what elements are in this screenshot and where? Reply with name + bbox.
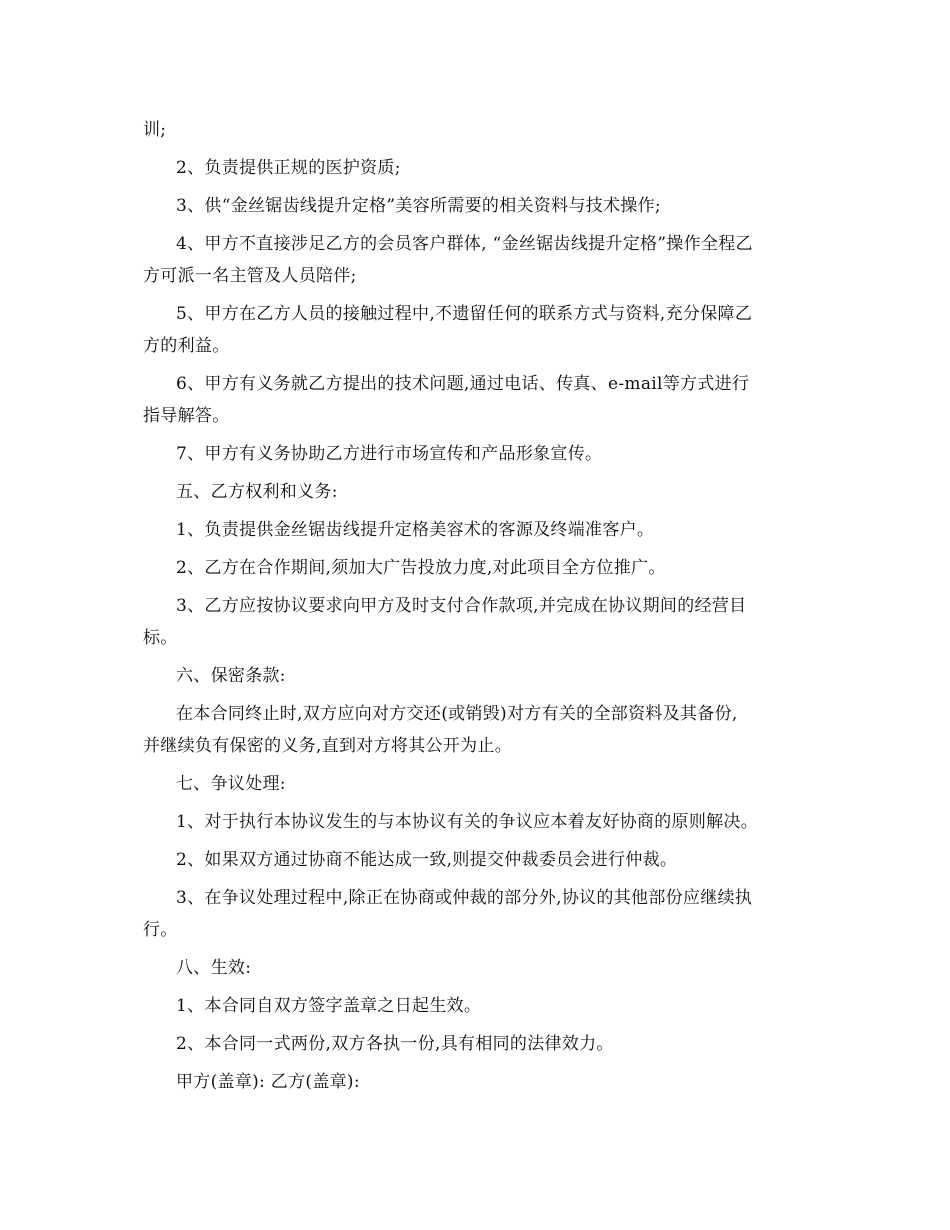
text-line: 4、甲方不直接涉足乙方的会员客户群体, “金丝锯齿线提升定格”操作全程乙 <box>176 234 753 254</box>
paragraph <box>143 844 810 876</box>
paragraph <box>143 552 810 584</box>
paragraph <box>143 768 810 800</box>
paragraph <box>143 476 810 508</box>
document-page <box>143 114 810 1104</box>
paragraph <box>143 590 810 654</box>
text-line: 5、甲方在乙方人员的接触过程中,不遗留任何的联系方式与资料,充分保障乙 <box>176 304 753 324</box>
paragraph <box>143 660 810 692</box>
text-line: 1、本合同自双方签字盖章之日起生效。 <box>176 996 482 1016</box>
text-line: 八、生效: <box>176 958 252 978</box>
paragraph <box>143 952 810 984</box>
text-line: 3、乙方应按协议要求向甲方及时支付合作款项,并完成在协议期间的经营目 <box>176 596 747 616</box>
text-line: 6、甲方有义务就乙方提出的技术问题,通过电话、传真、e-mail等方式进行 <box>176 374 750 394</box>
paragraph <box>143 990 810 1022</box>
text-line: 2、乙方在合作期间,须加大广告投放力度,对此项目全方位推广。 <box>176 558 666 578</box>
text-line: 标。 <box>143 628 178 648</box>
text-line: 1、对于执行本协议发生的与本协议有关的争议应本着友好协商的原则解决。 <box>176 812 759 832</box>
paragraph <box>143 1028 810 1060</box>
text-line: 3、供“金丝锯齿线提升定格”美容所需要的相关资料与技术操作; <box>176 196 661 216</box>
paragraph <box>143 438 810 470</box>
text-line: 六、保密条款: <box>176 666 286 686</box>
paragraph <box>143 514 810 546</box>
paragraph <box>143 190 810 222</box>
text-line: 7、甲方有义务协助乙方进行市场宣传和产品形象宣传。 <box>176 444 603 464</box>
text-line: 七、争议处理: <box>176 774 286 794</box>
text-line: 方的利益。 <box>143 336 230 356</box>
text-line: 训; <box>143 120 167 140</box>
text-line: 2、本合同一式两份,双方各执一份,具有相同的法律效力。 <box>176 1034 614 1054</box>
text-line: 甲方(盖章): 乙方(盖章): <box>176 1072 360 1092</box>
text-line: 2、如果双方通过协商不能达成一致,则提交仲裁委员会进行仲裁。 <box>176 850 678 870</box>
text-line: 指导解答。 <box>143 406 230 426</box>
paragraph <box>143 806 810 838</box>
paragraph <box>143 298 810 362</box>
text-line: 2、负责提供正规的医护资质; <box>176 158 401 178</box>
text-line: 行。 <box>143 920 178 940</box>
paragraph-gap <box>143 1100 810 1104</box>
text-line: 五、乙方权利和义务: <box>176 482 338 502</box>
paragraph <box>143 698 810 762</box>
paragraph <box>143 228 810 292</box>
paragraph <box>143 882 810 946</box>
text-line: 在本合同终止时,双方应向对方交还(或销毁)对方有关的全部资料及其备份, <box>176 704 738 724</box>
text-line: 方可派一名主管及人员陪伴; <box>143 266 357 286</box>
paragraph <box>143 368 810 432</box>
text-line: 1、负责提供金丝锯齿线提升定格美容术的客源及终端准客户。 <box>176 520 655 540</box>
text-line: 3、在争议处理过程中,除正在协商或仲裁的部分外,协议的其他部份应继续执 <box>176 888 753 908</box>
paragraph <box>143 152 810 184</box>
paragraph <box>143 1066 810 1098</box>
paragraph <box>143 114 810 146</box>
text-line: 并继续负有保密的义务,直到对方将其公开为止。 <box>143 736 513 756</box>
